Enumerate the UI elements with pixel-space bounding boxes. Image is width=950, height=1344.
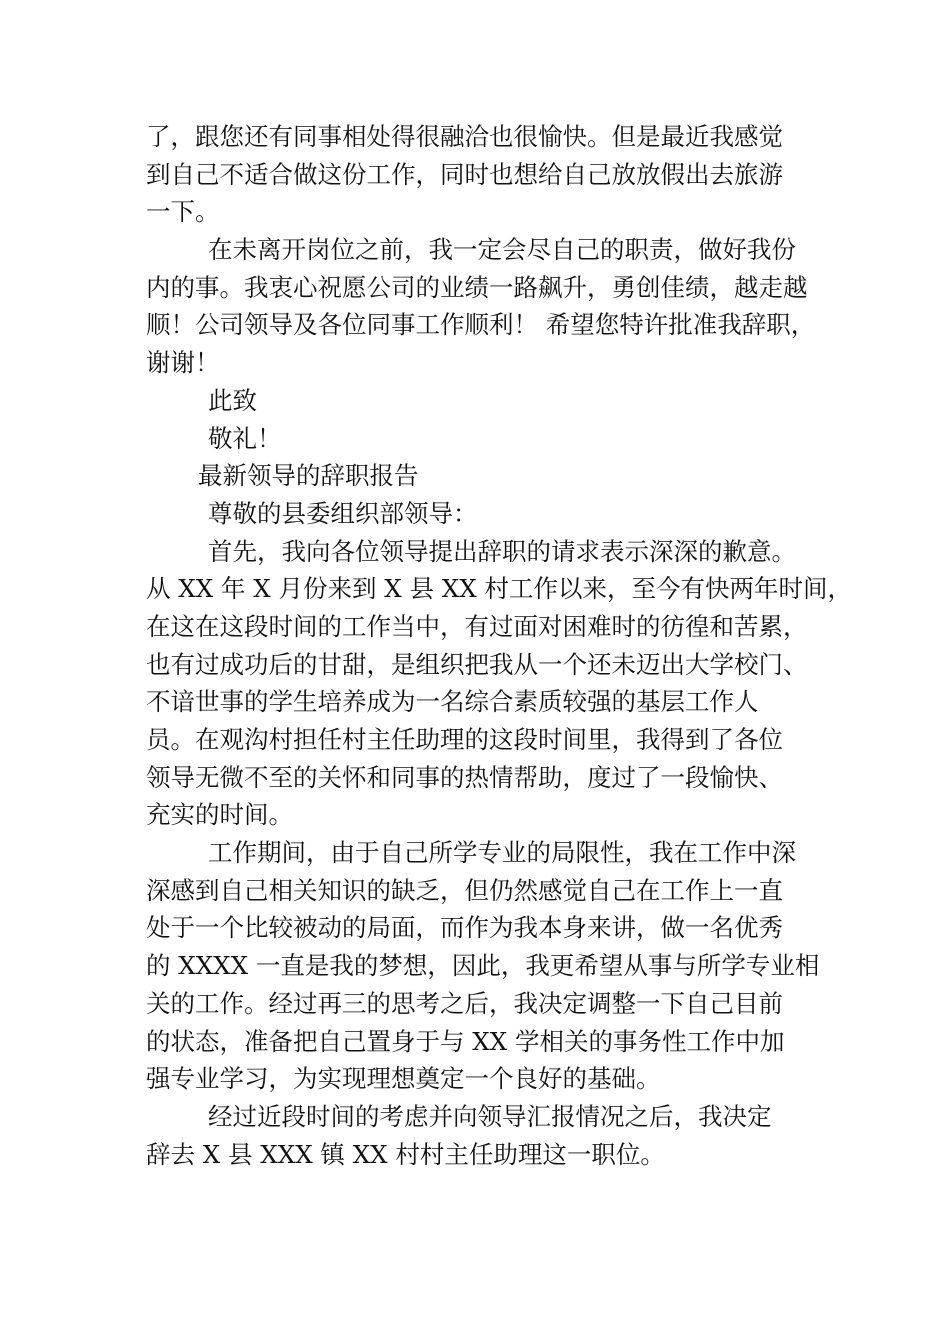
paragraph-line: 内的事。我衷心祝愿公司的业绩一路飙升，勇创佳绩，越走越 bbox=[146, 272, 808, 302]
paragraph-line: 顺！公司领导及各位同事工作顺利！ 希望您特许批准我辞职， bbox=[146, 310, 816, 340]
paragraph-line: 的状态，准备把自己置身于与 XX 学相关的事务性工作中加 bbox=[146, 1026, 785, 1056]
paragraph-line: 工作期间，由于自己所学专业的局限性，我在工作中深 bbox=[208, 838, 796, 868]
paragraph-line: 领导无微不至的关怀和同事的热情帮助，度过了一段愉快、 bbox=[146, 762, 783, 792]
paragraph-line: 首先，我向各位领导提出辞职的请求表示深深的歉意。 bbox=[208, 536, 796, 566]
closing-line: 此致 bbox=[208, 385, 257, 415]
paragraph-line: 员。在观沟村担任村主任助理的这段时间里，我得到了各位 bbox=[146, 725, 783, 754]
paragraph-line: 在这在这段时间的工作当中，有过面对困难时的彷徨和苦累， bbox=[146, 611, 808, 641]
paragraph-line: 经过近段时间的考虑并向领导汇报情况之后，我决定 bbox=[208, 1101, 772, 1131]
closing-line: 敬礼！ bbox=[208, 423, 282, 453]
document-body bbox=[146, 118, 852, 1173]
paragraph-line: 辞去 X 县 XXX 镇 XX 村村主任助理这一职位。 bbox=[146, 1139, 665, 1169]
paragraph-line: 谢谢！ bbox=[146, 348, 220, 378]
paragraph-line: 处于一个比较被动的局面，而作为我本身来讲，做一名优秀 bbox=[146, 913, 783, 943]
paragraph-line: 在未离开岗位之前，我一定会尽自己的职责，做好我份 bbox=[208, 235, 796, 265]
paragraph-line: 到自己不适合做这份工作，同时也想给自己放放假出去旅游 bbox=[146, 159, 783, 189]
paragraph-line: 不谙世事的学生培养成为一名综合素质较强的基层工作人 bbox=[146, 687, 759, 717]
paragraph-line: 充实的时间。 bbox=[146, 800, 293, 830]
paragraph-line: 一下。 bbox=[146, 197, 220, 227]
paragraph-line: 了，跟您还有同事相处得很融洽也很愉快。但是最近我感觉 bbox=[146, 122, 783, 151]
paragraph-line: 深感到自己相关知识的缺乏，但仍然感觉自己在工作上一直 bbox=[146, 875, 783, 905]
paragraph-line: 从 XX 年 X 月份来到 X 县 XX 村工作以来，至今有快两年时间， bbox=[146, 574, 852, 604]
section-title: 最新领导的辞职报告 bbox=[198, 461, 419, 491]
paragraph-line: 强专业学习，为实现理想奠定一个良好的基础。 bbox=[146, 1064, 661, 1094]
paragraph-line: 的 XXXX 一直是我的梦想，因此，我更希望从事与所学专业相 bbox=[146, 951, 820, 981]
paragraph-line: 也有过成功后的甘甜，是组织把我从一个还未迈出大学校门、 bbox=[146, 649, 808, 679]
paragraph-line: 关的工作。经过再三的思考之后，我决定调整一下自己目前 bbox=[146, 988, 783, 1018]
salutation: 尊敬的县委组织部领导： bbox=[208, 498, 478, 528]
